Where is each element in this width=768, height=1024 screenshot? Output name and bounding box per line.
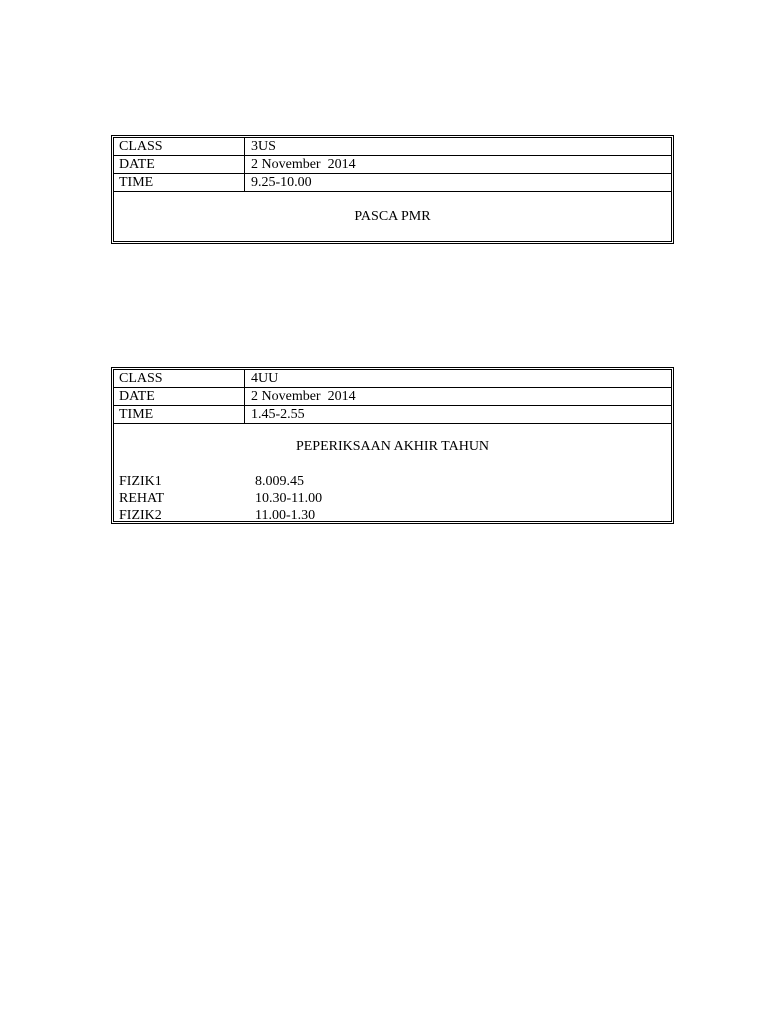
- schedule-item-name: FIZIK1: [119, 474, 162, 489]
- time-label: TIME: [114, 406, 245, 423]
- date-label: DATE: [114, 156, 245, 173]
- class-label: CLASS: [114, 370, 245, 387]
- date-row: [114, 156, 671, 174]
- exam-title: PASCA PMR: [354, 209, 431, 224]
- class-value: 3US: [251, 139, 276, 154]
- exam-title: PEPERIKSAAN AKHIR TAHUN: [295, 439, 490, 454]
- time-row: [114, 406, 671, 424]
- date-row: [114, 388, 671, 406]
- class-value: 4UU: [251, 371, 279, 386]
- schedule-item-time: 11.00-1.30: [255, 508, 316, 523]
- schedule-item-name: REHAT: [119, 491, 165, 506]
- schedule-item-time: 8.009.45: [255, 474, 304, 489]
- date-value: 2 November 2014: [251, 389, 356, 404]
- date-label: DATE: [114, 388, 245, 405]
- schedule-item-time: 10.30-11.00: [255, 491, 323, 506]
- exam-table-1: [111, 135, 674, 244]
- class-row: [114, 138, 671, 156]
- exam-body: [114, 424, 671, 521]
- schedule-item: [119, 490, 322, 507]
- schedule-item-name: FIZIK2: [119, 508, 162, 523]
- time-row: [114, 174, 671, 192]
- schedule-item: [119, 507, 322, 524]
- time-value: 9.25-10.00: [251, 175, 312, 190]
- time-label: TIME: [114, 174, 245, 191]
- date-value: 2 November 2014: [251, 157, 356, 172]
- class-label: CLASS: [114, 138, 245, 155]
- exam-table-2: [111, 367, 674, 524]
- schedule-item: [119, 473, 322, 490]
- time-value: 1.45-2.55: [251, 407, 305, 422]
- class-row: [114, 370, 671, 388]
- exam-body: [114, 192, 671, 241]
- exam-schedule: [119, 473, 322, 524]
